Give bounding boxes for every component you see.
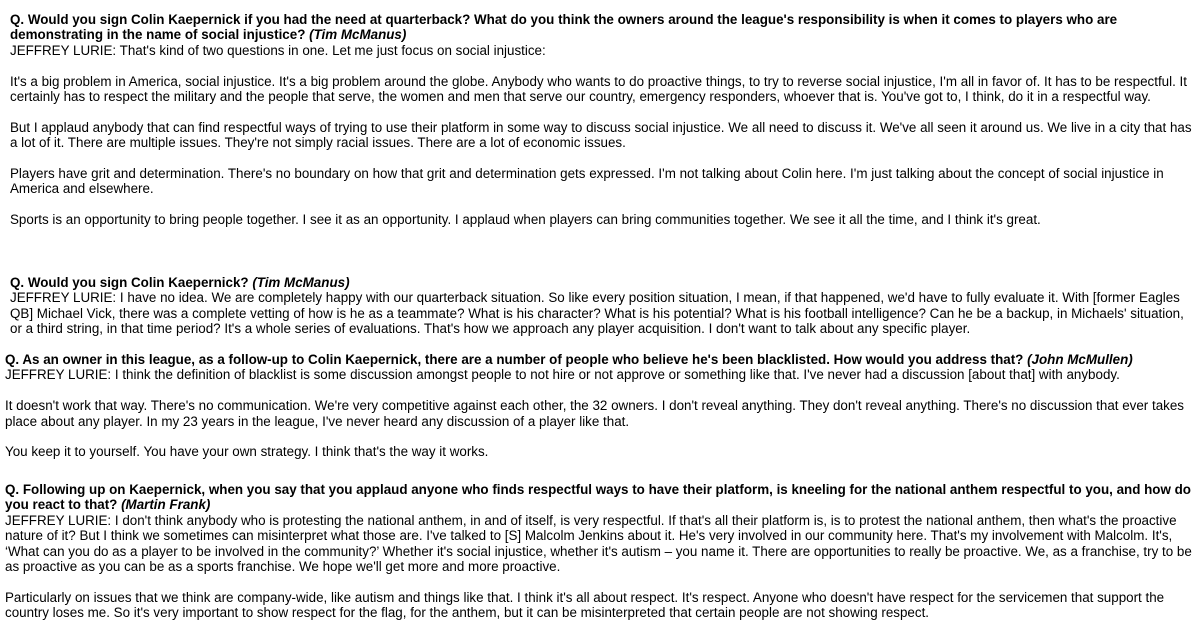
qa-section-1	[0, 12, 1195, 228]
question-4: Q. Following up on Kaepernick, when you say that you applaud anyone who finds respectful ways to have their platform, is kneeling for the national anthem respectful to you, and how do you react to that? (Martin Frank)	[5, 482, 1191, 513]
qa-section-4	[0, 482, 1200, 621]
answer-1-p2: It's a big problem in America, social injustice. It's a big problem around the globe. Anybody who wants to do proactive things, to try to reverse social injustice, I'm all in favor of. It has to be respectful. It certainly has to respect the military and the people that serve, the women and men that serve our country, emergency responders, whoever that is. You've got to, I think, do it in a respectful way.	[10, 73, 1187, 105]
qa-section-3	[0, 352, 1200, 460]
answer-3-p2: It doesn't work that way. There's no communication. We're very competitive against each other, the 32 owners. I don't reveal anything. They don't reveal anything. There's no discussion that ever takes place about any player. In my 23 years in the league, I've never heard any discussion of a player like that.	[5, 398, 1184, 429]
question-2: Q. Would you sign Colin Kaepernick? (Tim McManus)	[10, 275, 350, 290]
answer-4-p1: JEFFREY LURIE: I don't think anybody who is protesting the national anthem, in and of itself, is very respectful. If that's all their platform is, is to protest the national anthem, then what's the proactive nature of it? But I think we sometimes can misinterpret what those are. I've talked to [S] Malcolm Jenkins about it. He's very involved in our community here. That's my involvement with Malcolm. It's, ‘What can you do as a player to be involved in the community?’ Whether it's social injustice, whether it's autism – you name it. There are opportunities to really be proactive. We, as a franchise, try to be as proactive as you can be as a sports franchise. We hope we'll get more and more proactive.	[5, 512, 1192, 575]
asker-3: (John McMullen)	[1027, 352, 1133, 367]
question-1: Q. Would you sign Colin Kaepernick if you had the need at quarterback? What do you think the owners around the league's responsibility is when it comes to players who are demonstrating in the name of social injustice? (Tim McManus)	[10, 12, 1118, 43]
answer-3-p1: JEFFREY LURIE: I think the definition of blacklist is some discussion amongst people to not hire or not approve or something like that. I've never had a discussion [about that] with anybody.	[5, 367, 1120, 383]
answer-4-p2: Particularly on issues that we think are company-wide, like autism and things like that. I think it's all about respect. It's respect. Anyone who doesn't have respect for the servicemen that support the country loses me. So it's very important to show respect for the flag, for the anthem, but it can be misinterpreted that certain people are not showing respect.	[5, 589, 1165, 621]
question-3: Q. As an owner in this league, as a follow-up to Colin Kaepernick, there are a number of people who believe he's been blacklisted. How would you address that? (John McMullen)	[5, 352, 1133, 367]
answer-1-p1: JEFFREY LURIE: That's kind of two questions in one. Let me just focus on social injustice:	[10, 42, 546, 58]
answer-2-p1: JEFFREY LURIE: I have no idea. We are completely happy with our quarterback situation. So like every position situation, I mean, if that happened, we'd have to fully evaluate it. With [former Eagles QB] Michael Vick, there was a complete vetting of how is he as a teammate? What is his character? What is his potential? What is his football intelligence? Can he be a backup, in Michaels' situation, or a third string, in that time period? It's a whole series of evaluations. That's how we approach any player acquisition. I don't want to talk about any specific player.	[10, 290, 1184, 337]
answer-1-p5: Sports is an opportunity to bring people together. I see it as an opportunity. I applaud when players can bring communities together. We see it all the time, and I think it's great.	[10, 212, 1041, 228]
answer-1-p3: But I applaud anybody that can find respectful ways of trying to use their platform in some way to discuss social injustice. We all need to discuss it. We've all seen it around us. We live in a city that has a lot of it. There are multiple issues. They're not simply racial issues. There are a lot of economic issues.	[10, 119, 1192, 151]
asker-1: (Tim McManus)	[309, 27, 407, 43]
asker-2: (Tim McManus)	[252, 275, 350, 290]
qa-section-2	[0, 275, 1195, 337]
answer-3-p3: You keep it to yourself. You have your own strategy. I think that's the way it works.	[5, 444, 489, 460]
asker-4: (Martin Frank)	[121, 497, 211, 513]
answer-1-p4: Players have grit and determination. There's no boundary on how that grit and determination gets expressed. I'm not talking about Colin here. I'm just talking about the concept of social injustice in America and elsewhere.	[10, 166, 1164, 197]
